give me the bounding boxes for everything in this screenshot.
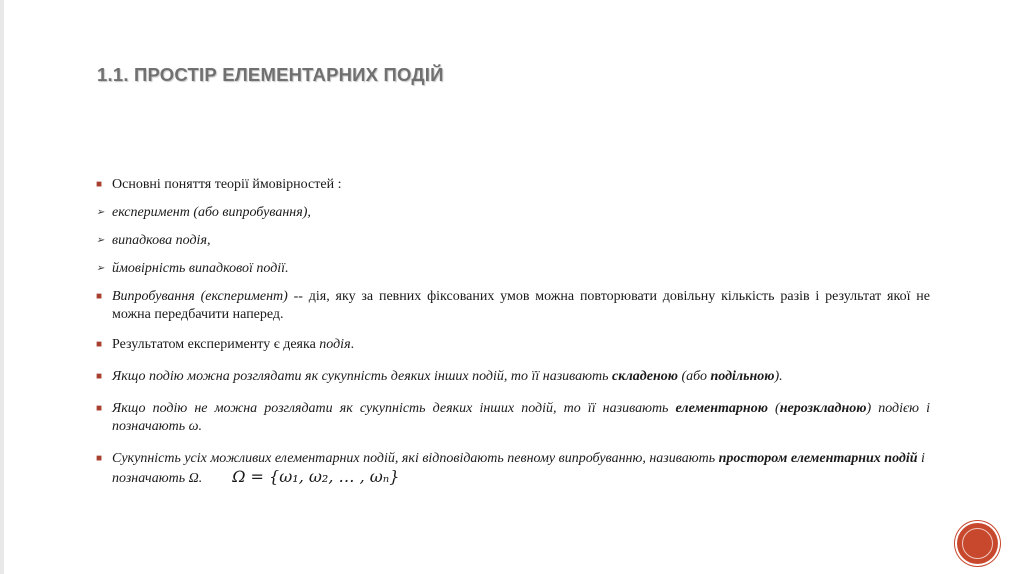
slide-title: 1.1. ПРОСТІР ЕЛЕМЕНТАРНИХ ПОДІЙ xyxy=(97,64,444,85)
list-item: ➢ експеримент (або випробування), xyxy=(96,205,311,220)
square-bullet-icon: ■ xyxy=(96,453,103,464)
arrow-bullet-icon: ➢ xyxy=(96,263,105,274)
list-item: ■ Результатом експерименту є деяка подія. xyxy=(96,337,355,352)
square-bullet-icon: ■ xyxy=(96,291,103,302)
left-edge-line xyxy=(0,0,4,574)
list-item: ➢ випадкова подія, xyxy=(96,233,211,248)
arrow-bullet-icon: ➢ xyxy=(96,235,105,246)
list-item: ■ Основні поняття теорії ймовірностей : xyxy=(96,177,342,192)
list-item: ■ Якщо подію можна розглядати як сукупність деяких інших подій, то її називають складеною (або подільною). xyxy=(96,369,783,384)
slide-content xyxy=(96,176,930,488)
square-bullet-icon: ■ xyxy=(96,403,103,414)
arrow-bullet-icon: ➢ xyxy=(96,207,105,218)
list-item: ■ Якщо подію не можна розглядати як сукупність деяких інших подій, то її називають елементарною (нерозкладною) подією і позначають ω. xyxy=(96,401,930,434)
formula-omega: Ω = {ω₁, ω₂, … , ωₙ} xyxy=(232,467,400,486)
square-bullet-icon: ■ xyxy=(96,339,103,350)
list-item: ■ Випробування (експеримент) -- дія, яку за певних фіксованих умов можна повторювати довільну кількість разів і результат якої не можна передбачити наперед. xyxy=(96,289,930,322)
circle-decoration-icon xyxy=(957,523,998,564)
list-item: ➢ ймовірність випадкової події. xyxy=(96,261,289,276)
square-bullet-icon: ■ xyxy=(96,179,103,190)
square-bullet-icon: ■ xyxy=(96,371,103,382)
list-item: ■ Сукупність усіх можливих елементарних подій, які відповідають певному випробуванню, називають простором елементарних подій і позначають Ω. Ω = {ω₁, ω₂, … , ωₙ} xyxy=(96,451,925,486)
